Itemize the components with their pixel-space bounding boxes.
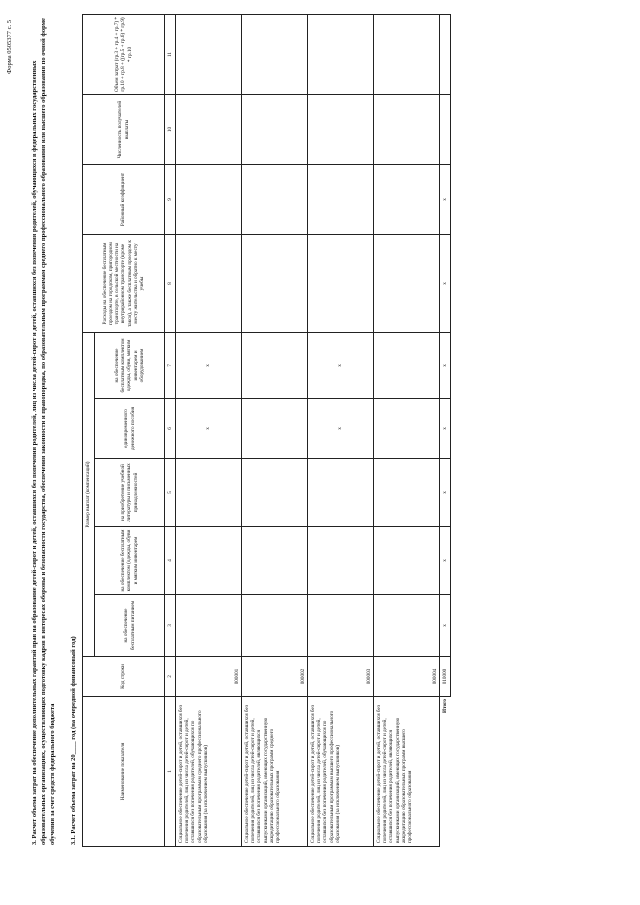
- total-c10: [440, 95, 451, 165]
- colnum-8: 8: [165, 235, 176, 333]
- colnum-5: 5: [165, 459, 176, 527]
- colnum-2: 2: [165, 657, 176, 697]
- row-code: 000004: [374, 657, 440, 697]
- cell-c8: [176, 235, 242, 333]
- header-col3: на обеспечение бесплатным питанием: [95, 595, 165, 657]
- header-code: Код строки: [83, 657, 165, 697]
- total-label: Итого: [442, 699, 449, 713]
- cell-c5: [242, 459, 308, 527]
- cell-c10: [374, 95, 440, 165]
- colnum-11: 11: [165, 15, 176, 95]
- total-c8: x: [440, 235, 451, 333]
- header-size-group: Размер выплат (компенсаций): [83, 333, 95, 657]
- header-name: Наименование показателя: [83, 697, 165, 847]
- cell-c11: [176, 15, 242, 95]
- cell-c4: [242, 527, 308, 595]
- header-col4: на обеспечение бесплатным комплектом (одежды, обуви и мягким инвентарем: [95, 527, 165, 595]
- cell-c3: [242, 595, 308, 657]
- cell-c7: [242, 333, 308, 399]
- cell-c8: [242, 235, 308, 333]
- cell-c3: [374, 595, 440, 657]
- colnum-9: 9: [165, 165, 176, 235]
- total-c11: [440, 15, 451, 95]
- cell-c10: [308, 95, 374, 165]
- row-name: Социальное обеспечение детей-сирот и детей, оставшихся без попечения родителей, лиц из числа детей-сирот и детей, оставшихся без попечения родителей, обучающихся по образовательным программам высшего профессионального образования (за исключением выпускников): [308, 697, 374, 847]
- cell-c10: [242, 95, 308, 165]
- total-c5: x: [440, 459, 451, 527]
- cell-c6: [374, 399, 440, 459]
- total-c4: x: [440, 527, 451, 595]
- colnum-7: 7: [165, 333, 176, 399]
- table-row: [308, 15, 374, 847]
- form-number: Форма 0505377 с. 5: [6, 20, 13, 74]
- cell-c9: [374, 165, 440, 235]
- cell-c7: x: [176, 333, 242, 399]
- header-col11: Объем затрат (гр.3 + гр.4 + гр.7) * гр.10 + гр.8 + ((гр.5 + гр.6) * гр.9) * гр.10: [83, 15, 165, 95]
- cell-c11: [242, 15, 308, 95]
- row-name: Социальное обеспечение детей-сирот и детей, оставшихся без попечения родителей, лиц из числа детей-сирот и детей, оставшихся без попечения родителей, являющихся выпускниками организаций, имеющих государственную аккредитацию образовательных программ высшего профессионального образования: [374, 697, 440, 847]
- cell-c4: [308, 527, 374, 595]
- row-name: Социальное обеспечение детей-сирот и детей, оставшихся без попечения родителей, лиц из числа детей-сирот и детей, оставшихся без попечения родителей, являющихся выпускниками организаций, имеющих государственную аккредитацию образовательных программ среднего профессионального образования: [242, 697, 308, 847]
- row-code: 000003: [308, 657, 374, 697]
- total-c7: x: [440, 333, 451, 399]
- cell-c3: [308, 595, 374, 657]
- cell-c10: [176, 95, 242, 165]
- row-code: 000001: [176, 657, 242, 697]
- total-c9: x: [440, 165, 451, 235]
- cell-c6: x: [308, 399, 374, 459]
- table-row: [374, 15, 440, 847]
- cell-c9: [242, 165, 308, 235]
- colnum-3: 3: [165, 595, 176, 657]
- header-col6: единовременного денежного пособия: [95, 399, 165, 459]
- cell-c9: [308, 165, 374, 235]
- header-col9: Районный коэффициент: [83, 165, 165, 235]
- cell-c11: [308, 15, 374, 95]
- section-3-title: 3. Расчет объема затрат на обеспечение дополнительных гарантий прав на образование детей-сирот и детей, оставшихся без попечения родителей, лиц из числа детей-сирот и детей, оставшихся без попечения родителей, обучающихся в федеральных государственных образовательных организациях, осуществляющих подготовку кадров в интересах обороны и безопасности государства, обеспечения законности и правопорядка, по образовательным программам среднего профессионального образования или высшего образования по очной форме обучения за счет средств федерального бюджета: [31, 18, 56, 845]
- cell-c8: [308, 235, 374, 333]
- section-3-1-title: 3.1. Расчет объема затрат на 20____ год (на очередной финансовый год): [70, 636, 77, 845]
- expense-table: [82, 14, 451, 847]
- row-name: Социальное обеспечение детей-сирот и детей, оставшихся без попечения родителей, лиц из числа детей-сирот и детей, оставшихся без попечения родителей, обучающихся по образовательным программам среднего профессионального образования (за исключением выпускников): [176, 697, 242, 847]
- cell-c9: [176, 165, 242, 235]
- total-c3: x: [440, 595, 451, 657]
- colnum-4: 4: [165, 527, 176, 595]
- cell-c8: [374, 235, 440, 333]
- total-code: 010000: [440, 657, 451, 697]
- total-c6: x: [440, 399, 451, 459]
- cell-c7: x: [308, 333, 374, 399]
- table-row: [242, 15, 308, 847]
- colnum-1: 1: [165, 697, 176, 847]
- colnum-6: 6: [165, 399, 176, 459]
- total-row: [440, 15, 451, 847]
- cell-c4: [374, 527, 440, 595]
- table-row: [176, 15, 242, 847]
- cell-c5: [374, 459, 440, 527]
- cell-c5: [308, 459, 374, 527]
- header-col7: на обеспечение бесплатным комплектом одежды, обуви, мягким инвентарем и оборудованием: [95, 333, 165, 399]
- cell-c6: [242, 399, 308, 459]
- cell-c11: [374, 15, 440, 95]
- cell-c6: x: [176, 399, 242, 459]
- row-code: 000002: [242, 657, 308, 697]
- header-col8: Расходы на обеспечение бесплатным проездом на городском, пригородном транспорте, в сельской местности на внутрирайонном транспорте (кроме такси), а также бесплатным проездом к месту жительства и обратно к месту учебы: [83, 235, 165, 333]
- cell-c3: [176, 595, 242, 657]
- cell-c5: [176, 459, 242, 527]
- cell-c7: [374, 333, 440, 399]
- header-col5: на приобретение учебной литературы и письменных принадлежностей: [95, 459, 165, 527]
- header-col10: Численность получателей выплаты: [83, 95, 165, 165]
- colnum-10: 10: [165, 95, 176, 165]
- cell-c4: [176, 527, 242, 595]
